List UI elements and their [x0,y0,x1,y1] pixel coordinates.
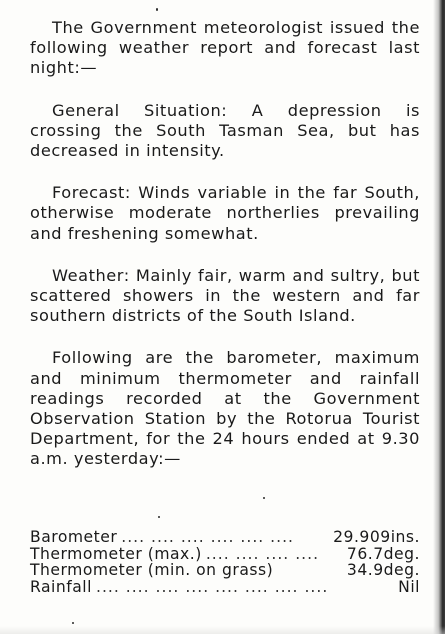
reading-value: 34.9deg. [346,561,420,579]
forecast-paragraph: Forecast: Winds variable in the far South, otherwise moderate northerlies prevailing and freshening somewhat. [30,183,420,243]
reading-value: Nil [398,577,420,596]
reading-value: 76.7deg. [346,544,420,563]
print-speck [72,622,74,624]
leader-dots: .... .... .... .... .... .... [121,529,295,546]
reading-label: Thermometer (min. on grass) [30,561,274,579]
reading-value: 29.909ins. [333,528,420,546]
print-speck [263,497,265,499]
readings-table [30,529,420,595]
general-situation-paragraph: General Situation: A depression is crossing the South Tasman Sea, but has decreased in intensity. [30,100,420,161]
clipping-bottom-shadow [0,626,445,634]
reading-label: Thermometer (max.) [30,544,202,563]
weather-paragraph: Weather: Mainly fair, warm and sultry, but scattered showers in the western and far southern districts of the South Island. [30,265,420,326]
reading-row-thermometer-max [30,546,420,563]
reading-row-barometer [30,529,420,546]
readings-intro-paragraph: Following are the barometer, maximum and minimum thermometer and rainfall readings recorded at the Government Observation Station by the Rotorua Tourist Department, for the 24 hours ended at 9.30 a.m. yesterday:— [30,348,420,469]
leader-dots: .... .... .... .... .... .... .... .... [95,578,329,595]
clipping-torn-edge [433,0,445,634]
reading-label: Rainfall [30,577,92,596]
intro-paragraph: The Government meteorologist issued the following weather report and forecast last night:— [30,18,420,78]
reading-row-thermometer-min [30,562,420,579]
weather-article [30,18,420,490]
reading-label: Barometer [30,528,118,546]
reading-row-rainfall [30,579,420,596]
print-speck [158,516,160,518]
print-speck [156,8,158,11]
leader-dots: .... .... .... .... [205,545,320,562]
